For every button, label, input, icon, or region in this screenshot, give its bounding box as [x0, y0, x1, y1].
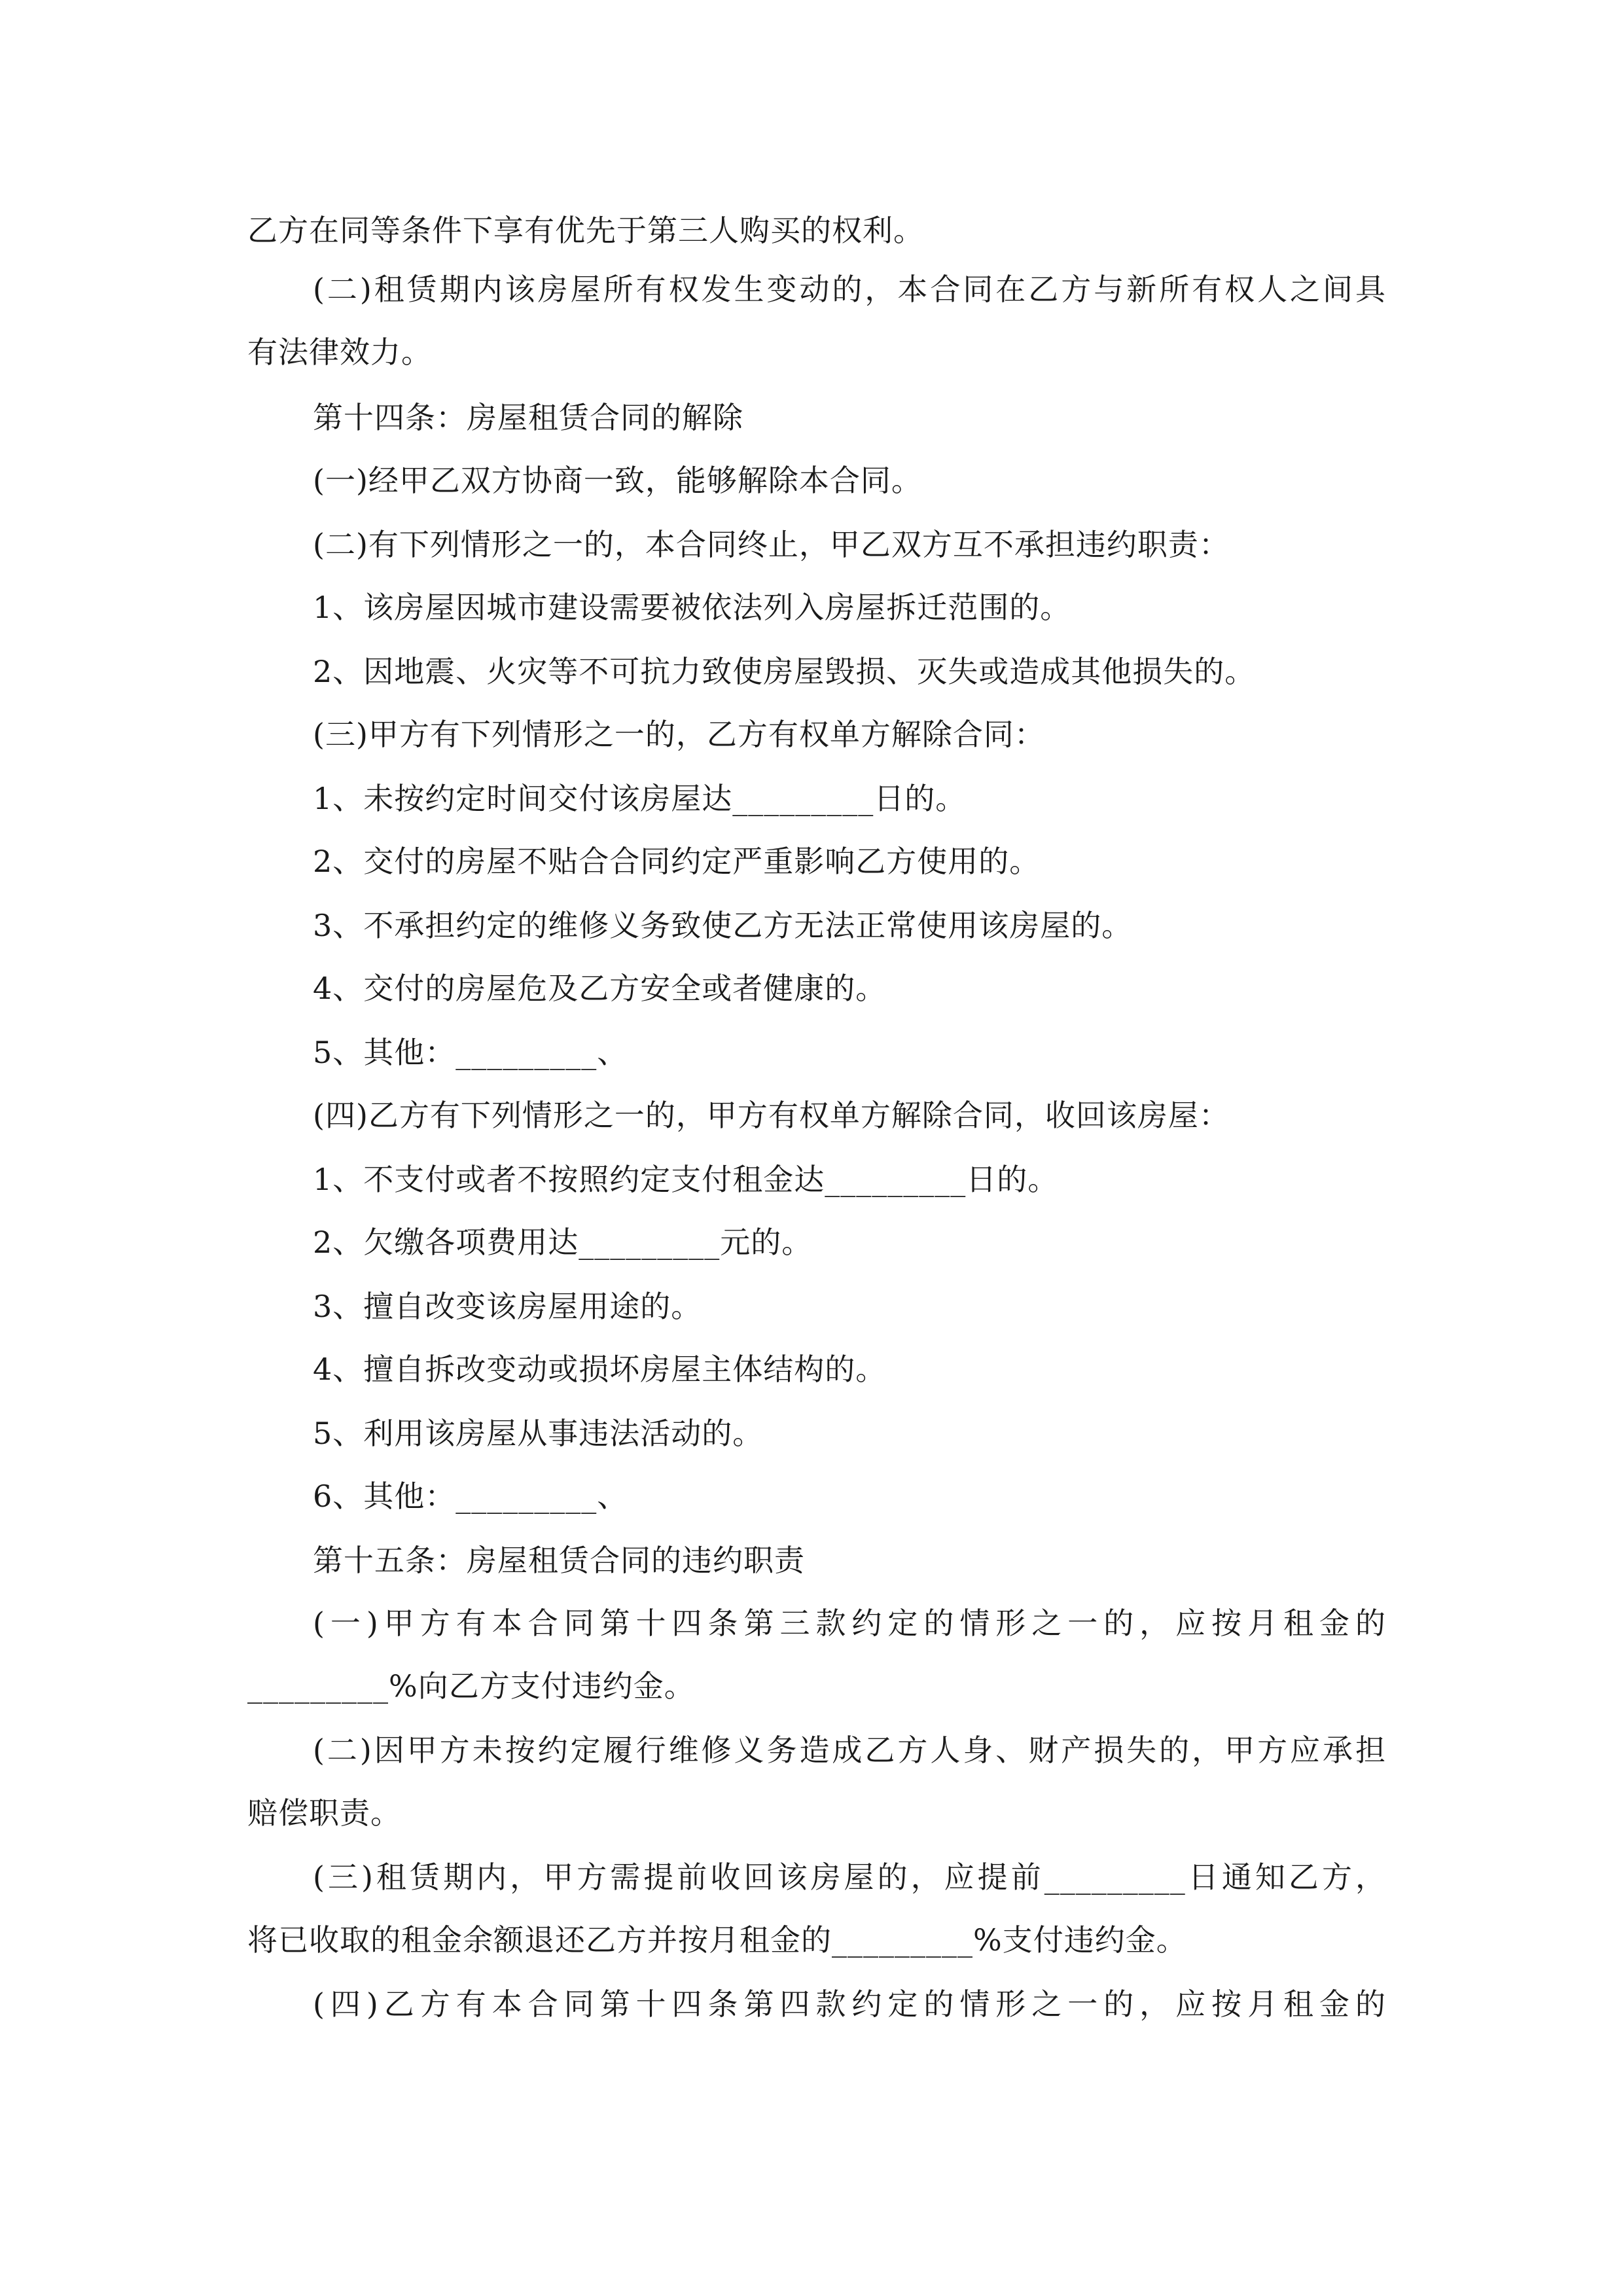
text-line: _________%向乙方支付违约金。: [247, 1668, 695, 1704]
list-item: 6、其他：_________、: [313, 1479, 628, 1514]
text-line: (二)租赁期内该房屋所有权发生变动的，本合同在乙方与新所有权人之间具: [313, 272, 1386, 307]
text-line: (四)乙方有本合同第十四条第四款约定的情形之一的，应按月租金的: [313, 1986, 1386, 2022]
list-item: 2、交付的房屋不贴合合同约定严重影响乙方使用的。: [313, 844, 1041, 879]
list-item: 1、未按约定时间交付该房屋达_________日的。: [313, 781, 967, 816]
text-line: (四)乙方有下列情形之一的，甲方有权单方解除合同，收回该房屋：: [313, 1098, 1230, 1133]
list-item: 4、交付的房屋危及乙方安全或者健康的。: [313, 971, 887, 1006]
text-line: (二)有下列情形之一的，本合同终止，甲乙双方互不承担违约职责：: [313, 527, 1230, 562]
list-item: 5、其他：_________、: [313, 1035, 628, 1070]
list-item: 4、擅自拆改变动或损坏房屋主体结构的。: [313, 1352, 887, 1387]
text-line: 乙方在同等条件下享有优先于第三人购买的权利。: [247, 213, 924, 248]
text-line: 将已收取的租金余额退还乙方并按月租金的_________%支付违约金。: [247, 1922, 1187, 1958]
list-item: 3、擅自改变该房屋用途的。: [313, 1289, 702, 1324]
text-line: (三)甲方有下列情形之一的，乙方有权单方解除合同：: [313, 717, 1045, 752]
list-item: 2、因地震、火灾等不可抗力致使房屋毁损、灭失或造成其他损失的。: [313, 654, 1256, 689]
text-line: 有法律效力。: [247, 334, 432, 370]
text-line: 赔偿职责。: [247, 1795, 401, 1831]
list-item: 2、欠缴各项费用达_________元的。: [313, 1225, 813, 1260]
text-line: (一)经甲乙双方协商一致，能够解除本合同。: [313, 463, 922, 498]
text-line: (二)因甲方未按约定履行维修义务造成乙方人身、财产损失的，甲方应承担: [313, 1732, 1386, 1768]
text-line: (一)甲方有本合同第十四条第三款约定的情形之一的，应按月租金的: [313, 1605, 1386, 1641]
list-item: 3、不承担约定的维修义务致使乙方无法正常使用该房屋的。: [313, 908, 1133, 943]
list-item: 1、该房屋因城市建设需要被依法列入房屋拆迁范围的。: [313, 590, 1071, 625]
section-heading: 第十四条：房屋租赁合同的解除: [313, 400, 743, 435]
list-item: 5、利用该房屋从事违法活动的。: [313, 1416, 764, 1451]
list-item: 1、不支付或者不按照约定支付租金达_________日的。: [313, 1162, 1059, 1197]
section-heading: 第十五条：房屋租赁合同的违约职责: [313, 1543, 805, 1578]
text-line: (三)租赁期内，甲方需提前收回该房屋的，应提前_________日通知乙方，: [313, 1859, 1386, 1895]
